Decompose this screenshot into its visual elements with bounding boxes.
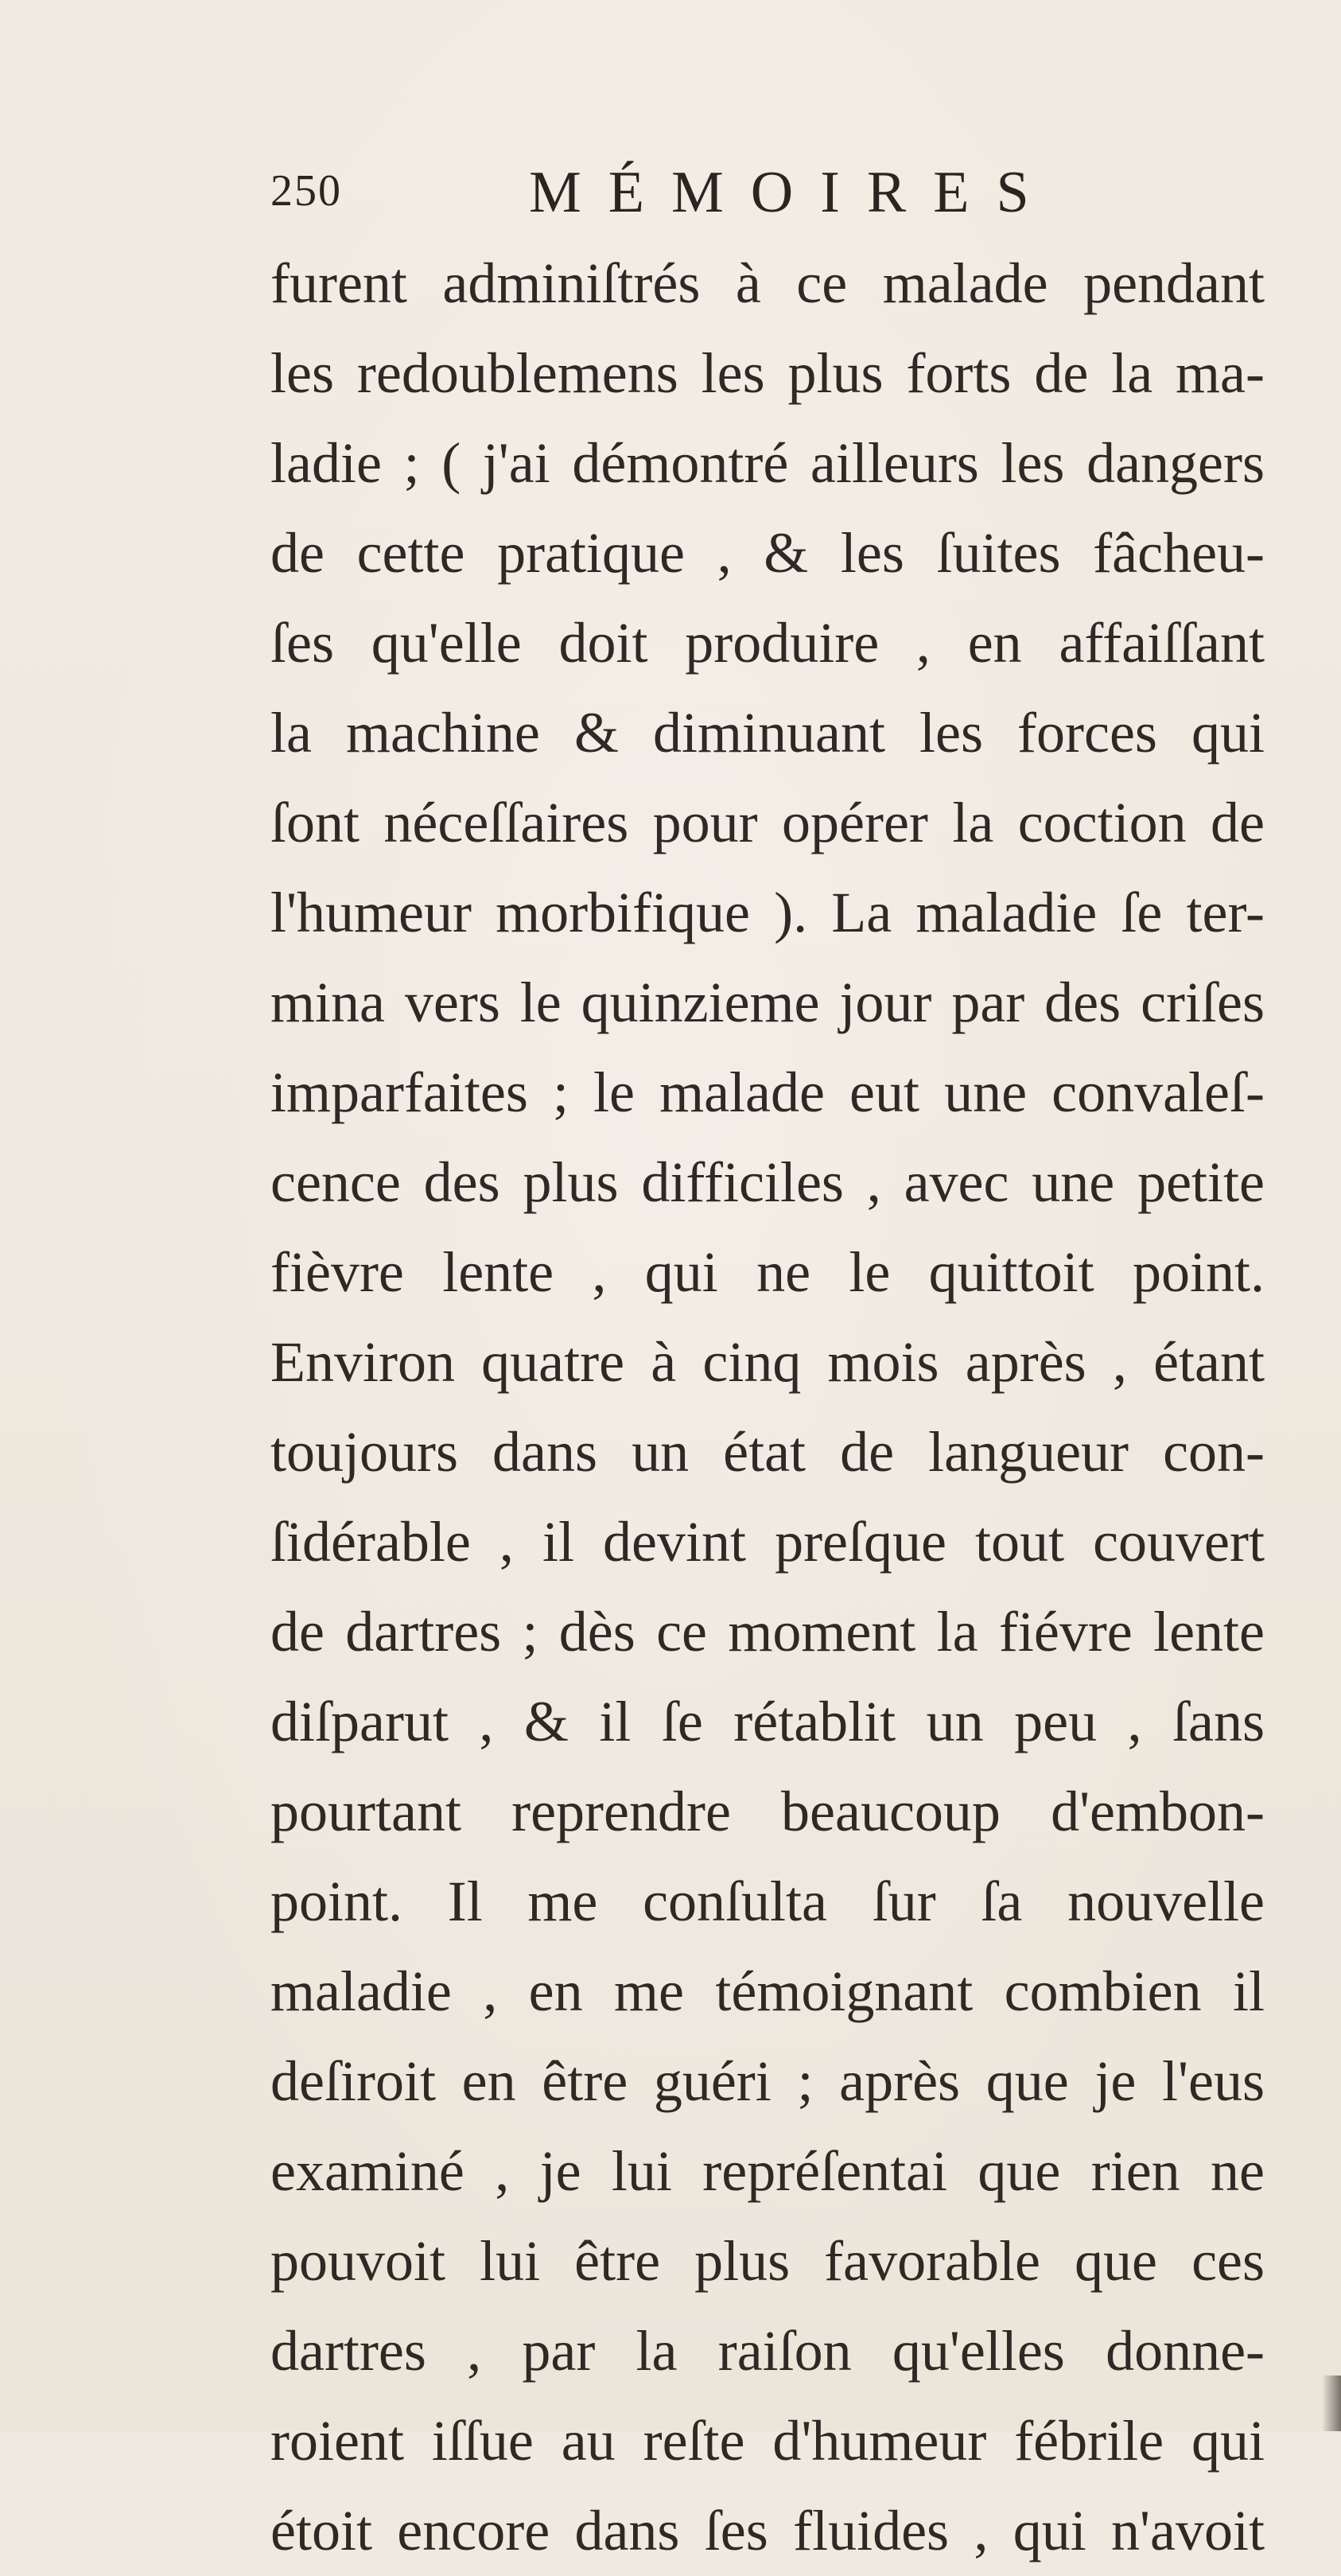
text-line: point. Il me conſulta ſur ſa nouvelle bbox=[270, 1870, 1265, 1933]
text-line: mina vers le quinzieme jour par des criſes bbox=[270, 971, 1265, 1034]
page-header bbox=[270, 160, 1066, 229]
text-line: Environ quatre à cinq mois après , étant bbox=[270, 1330, 1265, 1394]
text-line: ladie ; ( j'ai démontré ailleurs les dangers bbox=[270, 431, 1265, 495]
text-line: furent adminiſtrés à ce malade pendant bbox=[270, 251, 1265, 315]
text-line: toujours dans un état de langueur con- bbox=[270, 1420, 1265, 1484]
page-number: 250 bbox=[270, 166, 342, 216]
text-line: pourtant reprendre beaucoup d'embon- bbox=[270, 1780, 1265, 1843]
text-line: ſes qu'elle doit produire , en affaiſſant bbox=[270, 611, 1265, 675]
text-line: les redoublemens les plus forts de la ma- bbox=[270, 341, 1265, 405]
text-line: deſiroit en être guéri ; après que je l'eus bbox=[270, 2049, 1265, 2113]
text-line: examiné , je lui repréſentai que rien ne bbox=[270, 2139, 1265, 2203]
text-line: diſparut , & il ſe rétablit un peu , ſans bbox=[270, 1690, 1265, 1753]
text-line: l'humeur morbifique ). La maladie ſe ter- bbox=[270, 881, 1265, 944]
text-line: de cette pratique , & les ſuites fâcheu- bbox=[270, 521, 1265, 585]
text-line: ſont néceſſaires pour opérer la coction de bbox=[270, 791, 1265, 854]
text-line: la machine & diminuant les forces qui bbox=[270, 701, 1265, 765]
text-line: fièvre lente , qui ne le quittoit point. bbox=[270, 1240, 1265, 1304]
text-line: maladie , en me témoignant combien il bbox=[270, 1959, 1265, 2023]
text-line: ſidérable , il devint preſque tout couvert bbox=[270, 1510, 1265, 1574]
running-head: MÉMOIRES bbox=[529, 160, 1056, 225]
text-line: de dartres ; dès ce moment la fiévre lente bbox=[270, 1600, 1265, 1664]
text-line: dartres , par la raiſon qu'elles donne- bbox=[270, 2319, 1265, 2383]
page-edge-shadow bbox=[1322, 2376, 1341, 2431]
text-line: pouvoit lui être plus favorable que ces bbox=[270, 2229, 1265, 2293]
text-line: roient iſſue au reſte d'humeur fébrile qui bbox=[270, 2409, 1265, 2473]
text-line: imparfaites ; le malade eut une convaleſ- bbox=[270, 1060, 1265, 1124]
text-line: étoit encore dans ſes fluides , qui n'avoit bbox=[270, 2499, 1265, 2562]
body-text bbox=[270, 239, 1265, 2576]
text-line: cence des plus difficiles , avec une petite bbox=[270, 1150, 1265, 1214]
